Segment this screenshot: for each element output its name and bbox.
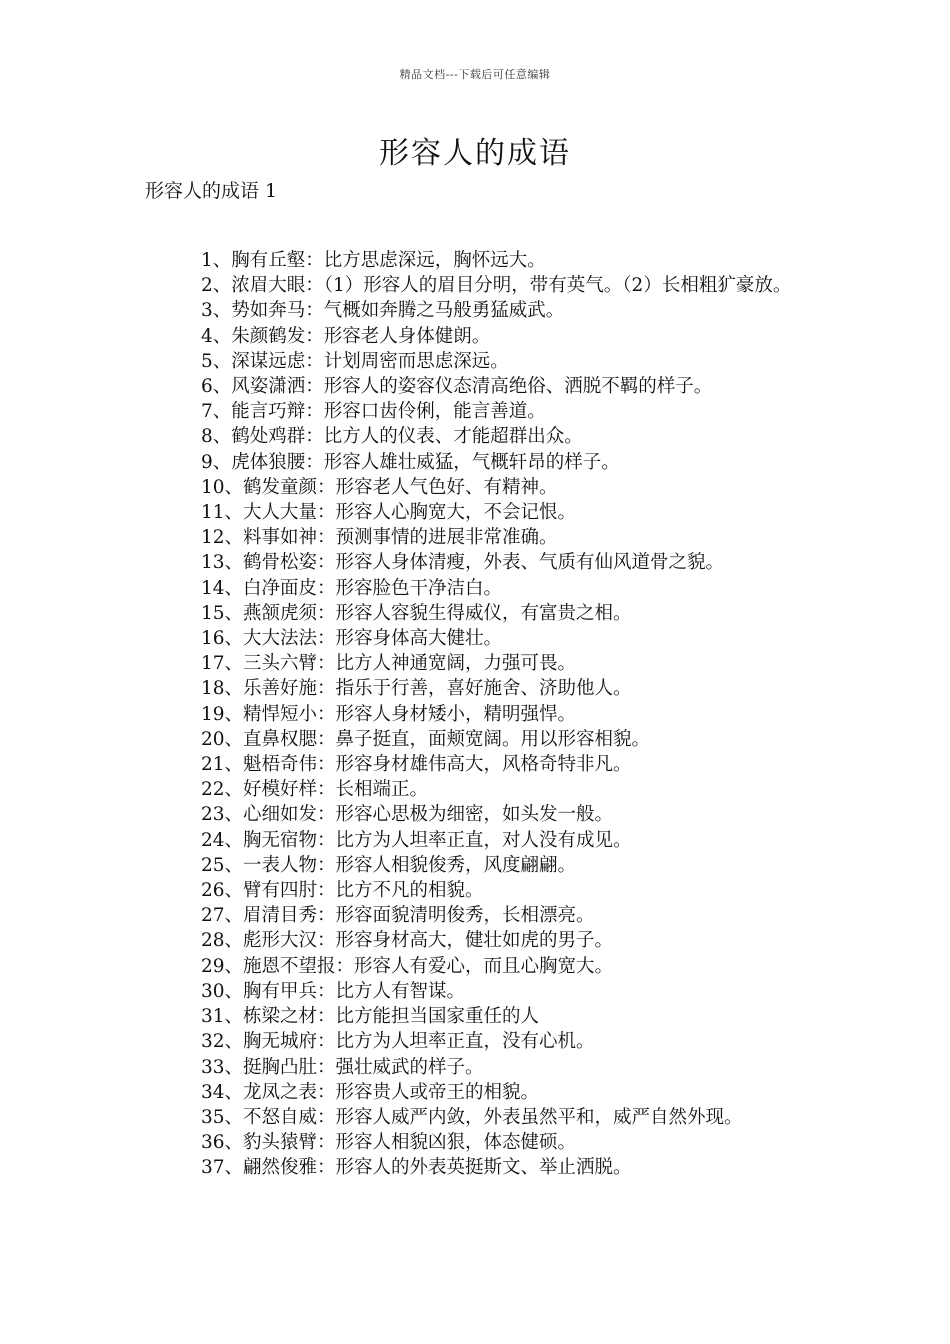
idiom-entry: 23、心细如发：形容心思极为细密，如头发一般。 [201,804,614,826]
idiom-entry: 6、风姿潇洒：形容人的姿容仪态清高绝俗、洒脱不羁的样子。 [201,376,713,398]
idiom-entry: 10、鹤发童颜：形容老人气色好、有精神。 [201,476,558,498]
idiom-entry: 16、大大法法：形容身体高大健壮。 [201,628,503,650]
idiom-entry: 3、势如奔马：气概如奔腾之马般勇猛威武。 [201,300,565,322]
idiom-entry: 36、豹头猿臂：形容人相貌凶狠，体态健硕。 [201,1132,577,1154]
document-title: 形容人的成语 [379,136,571,171]
idiom-entry: 18、乐善好施：指乐于行善，喜好施舍、济助他人。 [201,678,632,700]
idiom-entry: 1、胸有丘壑：比方思虑深远，胸怀远大。 [201,250,546,271]
header-note: 精品文档---下载后可任意编辑 [399,68,551,81]
idiom-entry: 13、鹤骨松姿：形容人身体清瘦，外表、气质有仙风道骨之貌。 [201,552,725,574]
idiom-entry: 19、精悍短小：形容人身材矮小，精明强悍。 [201,703,577,725]
idiom-entry: 32、胸无城府：比方为人坦率正直，没有心机。 [201,1031,595,1053]
idiom-entry: 29、施恩不望报：形容人有爱心，而且心胸宽大。 [201,955,614,977]
idiom-entry: 20、直鼻权腮：鼻子挺直，面颊宽阔。用以形容相貌。 [201,728,651,750]
idiom-entry: 31、栋梁之材：比方能担当国家重任的人 [201,1006,540,1028]
idiom-entry: 34、龙凤之表：形容贵人或帝王的相貌。 [201,1081,540,1103]
idiom-entry: 21、魁梧奇伟：形容身材雄伟高大，风格奇特非凡。 [201,754,632,776]
idiom-entry: 28、彪形大汉：形容身材高大，健壮如虎的男子。 [201,930,614,952]
idiom-entry: 27、眉清目秀：形容面貌清明俊秀，长相漂亮。 [201,905,595,927]
idiom-list [145,248,813,1181]
idiom-entry: 5、深谋远虑：计划周密而思虑深远。 [201,350,509,372]
idiom-entry: 2、浓眉大眼：（1）形容人的眉目分明，带有英气。（2）长相粗犷豪放。 [201,275,792,297]
idiom-entry: 22、好模好样：长相端正。 [201,779,429,801]
idiom-entry: 4、朱颜鹤发：形容老人身体健朗。 [201,325,491,347]
idiom-entry: 24、胸无宿物：比方为人坦率正直，对人没有成见。 [201,829,632,851]
idiom-entry: 11、大人大量：形容人心胸宽大，不会记恨。 [201,502,577,524]
idiom-entry: 30、胸有甲兵：比方人有智谋。 [201,980,466,1002]
idiom-entry: 35、不怒自威：形容人威严内敛，外表虽然平和，威严自然外现。 [201,1106,743,1128]
idiom-entry: 15、燕颔虎须：形容人容貌生得威仪，有富贵之相。 [201,602,632,624]
document-subtitle: 形容人的成语 1 [145,180,278,202]
idiom-entry: 12、料事如神：预测事情的进展非常准确。 [201,527,558,549]
idiom-entry: 33、挺胸凸肚：强壮威武的样子。 [201,1056,484,1078]
idiom-entry: 8、鹤处鸡群：比方人的仪表、才能超群出众。 [201,426,583,448]
idiom-entry: 26、臂有四肘：比方不凡的相貌。 [201,880,484,902]
idiom-entry: 7、能言巧辩：形容口齿伶俐，能言善道。 [201,401,546,423]
idiom-entry: 14、白净面皮：形容脸色干净洁白。 [201,577,503,599]
idiom-entry: 17、三头六臂：比方人神通宽阔，力强可畏。 [201,653,577,675]
idiom-entry: 37、翩然俊雅：形容人的外表英挺斯文、举止洒脱。 [201,1157,632,1179]
idiom-entry: 9、虎体狼腰：形容人雄壮威猛，气概轩昂的样子。 [201,451,620,473]
idiom-entry: 25、一表人物：形容人相貌俊秀，风度翩翩。 [201,854,577,876]
